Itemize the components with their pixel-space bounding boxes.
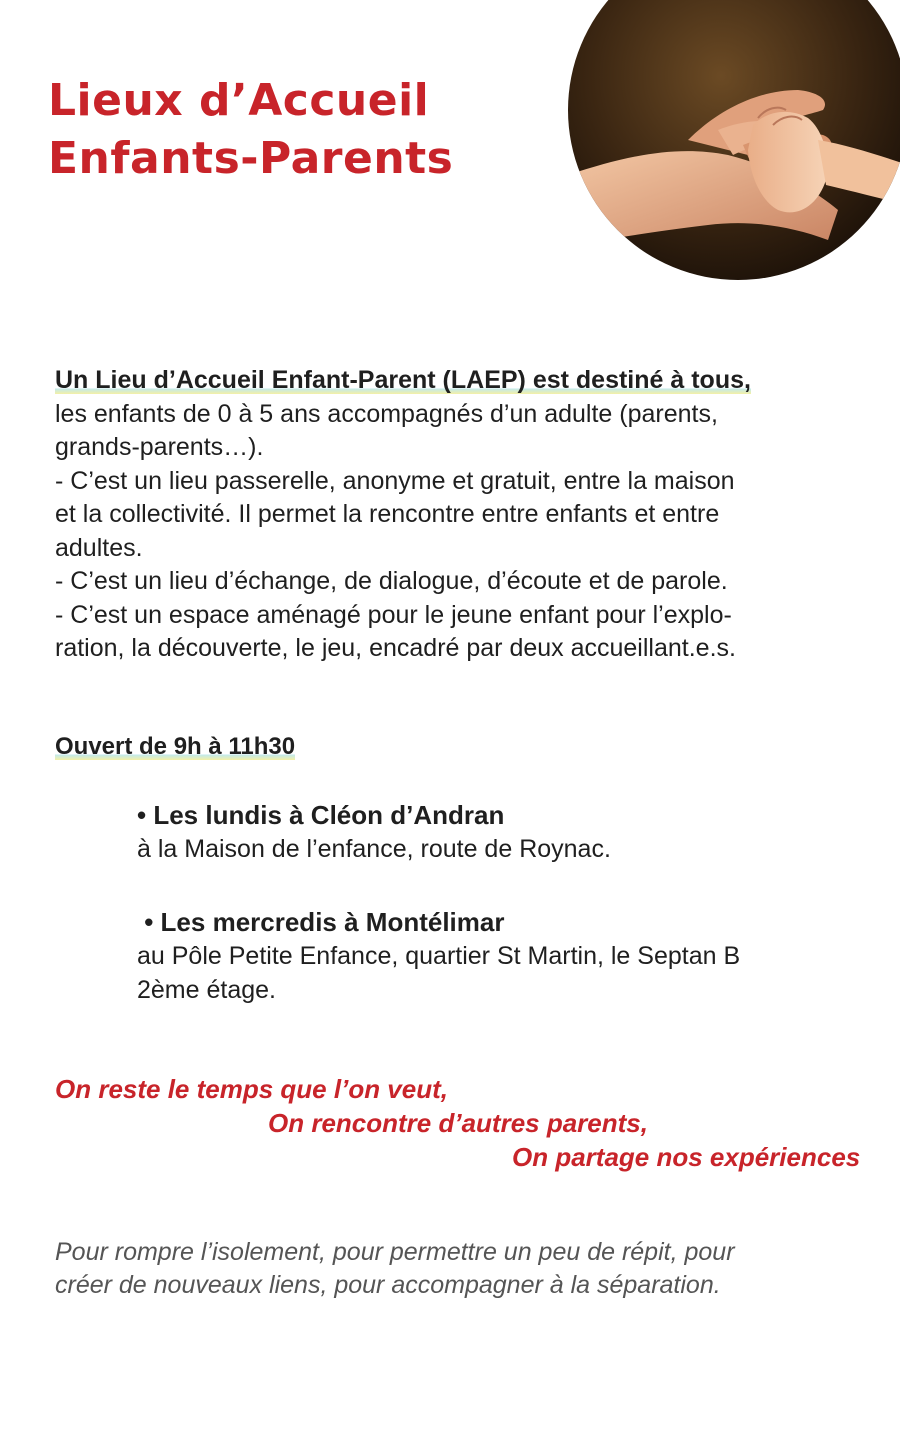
opening-hours bbox=[55, 730, 295, 763]
hands-photo-icon bbox=[568, 0, 900, 280]
location-address-floor: 2ème étage. bbox=[137, 976, 276, 1004]
intro-lead: Un Lieu d’Accueil Enfant-Parent (LAEP) est destiné à tous, bbox=[55, 366, 751, 394]
opening-hours-text: Ouvert de 9h à 11h30 bbox=[55, 733, 296, 760]
location-name: • Les lundis à Cléon d’Andran bbox=[137, 800, 505, 830]
intro-line: - C’est un espace aménagé pour le jeune enfant pour l’explo- bbox=[55, 600, 732, 629]
slogan-line-2: On rencontre d’autres parents, bbox=[268, 1108, 648, 1138]
intro-line: les enfants de 0 à 5 ans accompagnés d’un adulte (parents, bbox=[55, 399, 718, 428]
title-line-2: Enfants-Parents bbox=[48, 133, 454, 184]
intro-line: - C’est un lieu passerelle, anonyme et gratuit, entre la maison bbox=[55, 466, 735, 495]
location-montelimar bbox=[137, 905, 740, 1007]
intro-paragraph bbox=[55, 364, 900, 666]
slogan-line-1: On reste le temps que l’on veut, bbox=[55, 1074, 448, 1104]
intro-line: ration, la découverte, le jeu, encadré par deux accueillant.e.s. bbox=[55, 634, 736, 662]
hands-photo bbox=[568, 0, 900, 280]
intro-line: grands-parents…). bbox=[55, 433, 264, 461]
location-address: au Pôle Petite Enfance, quartier St Martin, le Septan B bbox=[137, 942, 741, 970]
intro-line: adultes. bbox=[55, 533, 143, 562]
intro-line: et la collectivité. Il permet la rencontre entre enfants et entre bbox=[55, 500, 720, 528]
intro-line: - C’est un lieu d’échange, de dialogue, d’écoute et de parole. bbox=[55, 567, 728, 595]
closing-line-2: créer de nouveaux liens, pour accompagner à la séparation. bbox=[55, 1271, 721, 1299]
page-title bbox=[48, 72, 453, 188]
slogan-line-3: On partage nos expériences bbox=[512, 1142, 861, 1172]
location-cleon bbox=[137, 798, 611, 866]
title-line-1: Lieux d’Accueil bbox=[48, 75, 430, 126]
slogan bbox=[0, 1072, 900, 1174]
closing-line-1: Pour rompre l’isolement, pour permettre un peu de répit, pour bbox=[55, 1238, 735, 1266]
location-address: à la Maison de l’enfance, route de Roynac. bbox=[137, 835, 611, 863]
closing-text bbox=[55, 1236, 735, 1302]
location-name: • Les mercredis à Montélimar bbox=[137, 907, 505, 937]
